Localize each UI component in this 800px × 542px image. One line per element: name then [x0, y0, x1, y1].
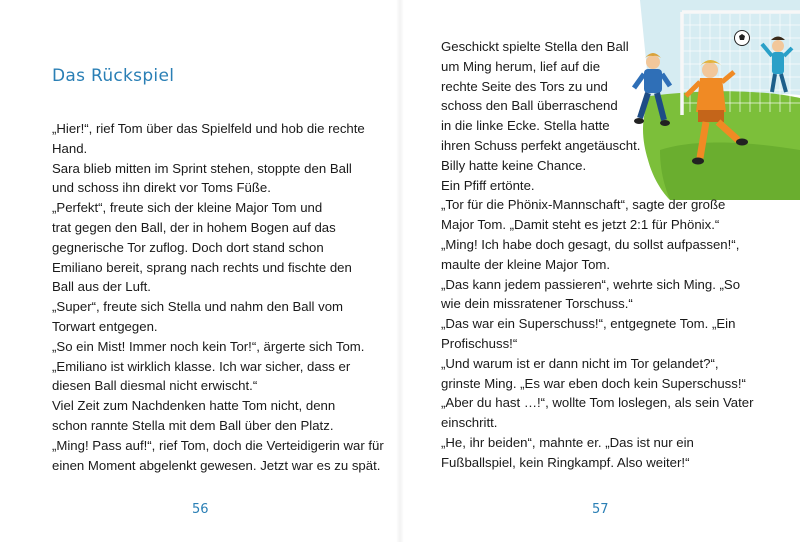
text-line: „Ming! Pass auf!“, rief Tom, doch die Verteidigerin war für [52, 437, 384, 453]
text-line: „Das kann jedem passieren“, wehrte sich Ming. „So [441, 276, 741, 292]
page-number: 56 [192, 502, 209, 517]
text-line: „Emiliano ist wirklich klasse. Ich war sicher, dass er [52, 358, 351, 374]
text-line: Major Tom. „Damit steht es jetzt 2:1 für Phönix.“ [441, 217, 720, 233]
right-page [400, 0, 800, 542]
text-line: Emiliano bereit, sprang nach rechts und fischte den [52, 259, 352, 275]
text-line: „Perfekt“, freute sich der kleine Major Tom und [52, 200, 323, 216]
text-line: um Ming herum, lief auf die [441, 58, 601, 74]
text-line: grinste Ming. „Es war eben doch kein Superschuss!“ [441, 375, 746, 391]
text-line: einschritt. [441, 415, 498, 431]
text-line: und schoss ihn direkt vor Toms Füße. [52, 180, 271, 196]
text-line: „So ein Mist! Immer noch kein Tor!“, ärgerte sich Tom. [52, 338, 365, 354]
text-line: Sara blieb mitten im Sprint stehen, stoppte den Ball [52, 160, 352, 176]
text-line: „Ming! Ich habe doch gesagt, du sollst aufpassen!“, [441, 236, 740, 252]
text-line: maulte der kleine Major Tom. [441, 256, 611, 272]
text-line: in die linke Ecke. Stella hatte [441, 118, 610, 134]
text-line: rechte Seite des Tors zu und [441, 78, 608, 94]
text-line: wie dein missratener Torschuss.“ [441, 296, 633, 312]
right-page-text [441, 37, 754, 473]
text-line: trat gegen den Ball, der in hohem Bogen auf das [52, 219, 336, 235]
text-line: schoss den Ball überraschend [441, 98, 618, 114]
text-line: „He, ihr beiden“, mahnte er. „Das ist nur ein [441, 434, 694, 450]
text-line: Geschickt spielte Stella den Ball [441, 39, 629, 54]
text-line: schon rannte Stella mit dem Ball über den Platz. [52, 417, 334, 433]
text-line: diesen Ball diesmal nicht erwischt.“ [52, 378, 258, 394]
text-line: Viel Zeit zum Nachdenken hatte Tom nicht, denn [52, 398, 336, 414]
text-line: ihren Schuss perfekt angetäuscht. [441, 137, 641, 153]
text-line: „Super“, freute sich Stella und nahm den Ball vom [52, 299, 344, 315]
text-line: Ein Pfiff ertönte. [441, 177, 535, 193]
text-line: Hand. [52, 140, 88, 156]
chapter-title: Das Rückspiel [52, 66, 175, 86]
text-line: „Tor für die Phönix-Mannschaft“, sagte der große [441, 197, 726, 213]
text-line: „Und warum ist er dann nicht im Tor gelandet?“, [441, 355, 719, 371]
text-line: gegnerische Tor zuflog. Doch dort stand schon [52, 239, 324, 255]
text-line: Billy hatte keine Chance. [441, 157, 587, 173]
left-page-text [52, 119, 384, 475]
text-line: Ball aus der Luft. [52, 279, 151, 295]
text-line: „Hier!“, rief Tom über das Spielfeld und hob die rechte [52, 121, 365, 136]
text-line: einen Moment abgelenkt gewesen. Jetzt war es zu spät. [52, 457, 381, 473]
text-line: Fußballspiel, kein Ringkampf. Also weiter!“ [441, 454, 690, 470]
text-line: Profischuss!“ [441, 335, 518, 351]
text-line: Torwart entgegen. [52, 318, 158, 334]
text-line: „Das war ein Superschuss!“, entgegnete Tom. „Ein [441, 316, 736, 332]
text-line: „Aber du hast …!“, wollte Tom loslegen, als sein Vater [441, 395, 754, 411]
page-number: 57 [592, 502, 609, 517]
